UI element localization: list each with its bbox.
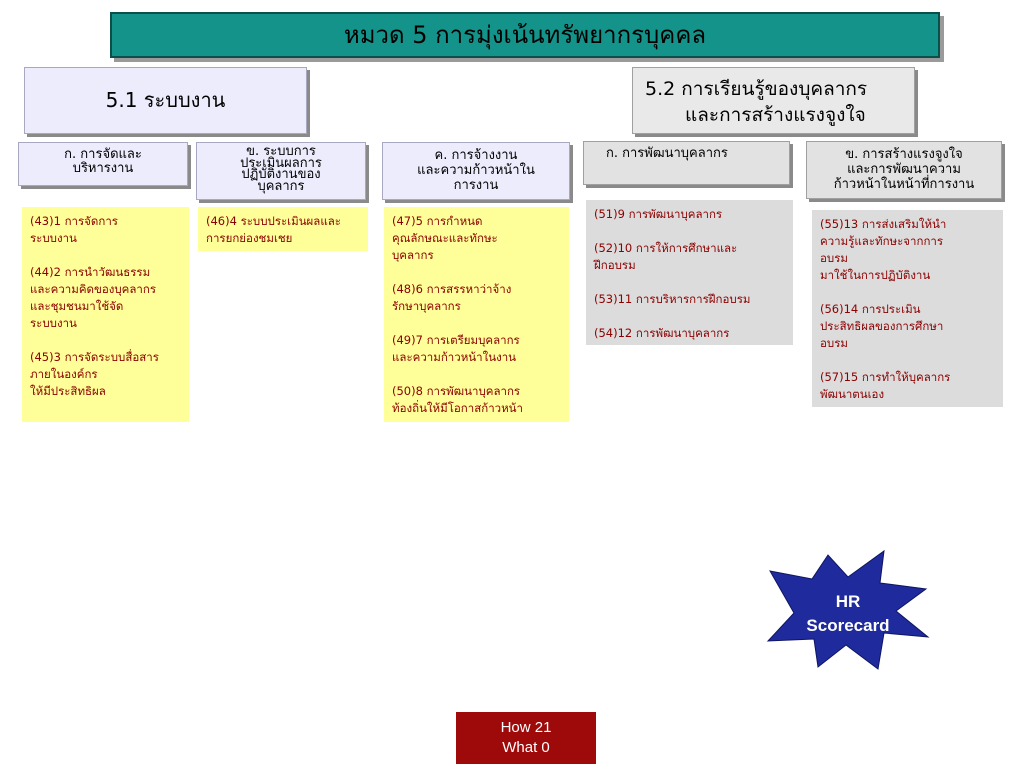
list-item-line: คุณลักษณะและทักษะ bbox=[392, 231, 498, 245]
list-item-line: (45)3 การจัดระบบสื่อสาร bbox=[30, 350, 159, 364]
list-item-line: ท้องถิ่นให้มีโอกาสก้าวหน้า bbox=[392, 401, 524, 415]
list-item-line: (46)4 ระบบประเมินผลและ bbox=[206, 214, 341, 228]
how-count: How 21 bbox=[500, 719, 552, 736]
list-item-line: (51)9 การพัฒนาบุคลากร bbox=[594, 207, 723, 221]
badge-line: HR bbox=[835, 592, 861, 611]
list-item-line: (53)11 การบริหารการฝึกอบรม bbox=[594, 292, 751, 306]
list-item-line: อบรม bbox=[820, 336, 848, 350]
list-item-line: มาใช้ในการปฏิบัติงาน bbox=[820, 268, 931, 282]
subcategory-line: การงาน bbox=[453, 178, 499, 193]
list-item-line: บุคลากร bbox=[392, 248, 434, 262]
list-item bbox=[820, 301, 995, 352]
list-item-line: ฝึกอบรม bbox=[594, 258, 636, 272]
subcategory-line: บริหารงาน bbox=[72, 161, 134, 176]
item-list bbox=[384, 207, 569, 422]
list-item-line: (54)12 การพัฒนาบุคลากร bbox=[594, 326, 730, 340]
subcategory-box bbox=[583, 141, 790, 185]
subcategory-line: ก. การพัฒนาบุคลากร bbox=[606, 146, 728, 161]
subcategory-line: และความก้าวหน้าใน bbox=[417, 163, 535, 178]
list-item bbox=[30, 213, 181, 247]
list-item-line: (52)10 การให้การศึกษาและ bbox=[594, 241, 738, 255]
list-item bbox=[594, 240, 785, 274]
list-item-line: พัฒนาตนเอง bbox=[820, 387, 885, 401]
section-5-1-header: 5.1 ระบบงาน bbox=[24, 67, 307, 134]
list-item-line: และความคิดของบุคลากร bbox=[30, 282, 157, 296]
list-item-line: รักษาบุคลากร bbox=[392, 299, 461, 313]
list-item-line: (57)15 การทำให้บุคลากร bbox=[820, 370, 951, 384]
subcategory-box bbox=[806, 141, 1002, 199]
list-item-line: (55)13 การส่งเสริมให้นำ bbox=[820, 217, 947, 231]
list-item bbox=[594, 206, 785, 223]
list-item bbox=[392, 281, 561, 315]
list-item-line: ภายในองค์กร bbox=[30, 367, 98, 381]
section-5-2-line2: และการสร้างแรงจูงใจ bbox=[685, 104, 866, 126]
list-item bbox=[392, 332, 561, 366]
subcategory-line: บุคลากร bbox=[257, 178, 305, 194]
list-item bbox=[30, 264, 181, 332]
list-item-line: อบรม bbox=[820, 251, 848, 265]
subcategory-box bbox=[382, 142, 570, 200]
page-title: หมวด 5 การมุ่งเน้นทรัพยากรบุคคล bbox=[110, 12, 940, 58]
hr-scorecard-badge bbox=[760, 590, 936, 638]
subcategory-line: ประเมินผลการ bbox=[240, 155, 322, 171]
list-item-line: และความก้าวหน้าในงาน bbox=[392, 350, 517, 364]
list-item bbox=[820, 216, 995, 284]
subcategory-line: ก้าวหน้าในหน้าที่การงาน bbox=[833, 177, 975, 192]
subcategory-line: ค. การจ้างงาน bbox=[434, 148, 518, 163]
badge-line: Scorecard bbox=[806, 616, 890, 635]
subcategory-box bbox=[196, 142, 366, 200]
how-what-counter bbox=[456, 712, 596, 764]
list-item-line: และชุมชนมาใช้จัด bbox=[30, 299, 124, 313]
subcategory-line: และการพัฒนาความ bbox=[847, 162, 961, 177]
list-item bbox=[392, 383, 561, 417]
subcategory-line: ข. ระบบการ bbox=[246, 144, 316, 159]
list-item-line: ระบบงาน bbox=[30, 316, 77, 330]
list-item-line: (47)5 การกำหนด bbox=[392, 214, 483, 228]
list-item-line: (43)1 การจัดการ bbox=[30, 214, 118, 228]
item-list bbox=[586, 200, 793, 345]
list-item-line: ระบบงาน bbox=[30, 231, 77, 245]
list-item-line: ให้มีประสิทธิผล bbox=[30, 384, 106, 398]
list-item-line: (56)14 การประเมิน bbox=[820, 302, 921, 316]
list-item bbox=[392, 213, 561, 264]
item-list bbox=[198, 207, 368, 251]
section-5-2-header bbox=[632, 67, 915, 134]
section-5-2-line1: 5.2 การเรียนรู้ของบุคลากร bbox=[645, 78, 868, 100]
what-count: What 0 bbox=[502, 739, 550, 756]
list-item bbox=[30, 349, 181, 400]
list-item-line: การยกย่องชมเชย bbox=[206, 231, 293, 245]
item-list bbox=[812, 210, 1003, 407]
subcategory-line: ก. การจัดและ bbox=[64, 147, 142, 162]
list-item-line: ประสิทธิผลของการศึกษา bbox=[820, 319, 944, 333]
list-item bbox=[820, 369, 995, 403]
list-item-line: (50)8 การพัฒนาบุคลากร bbox=[392, 384, 521, 398]
item-list bbox=[22, 207, 189, 422]
list-item bbox=[206, 213, 360, 247]
list-item-line: (48)6 การสรรหาว่าจ้าง bbox=[392, 282, 512, 296]
subcategory-line: ปฏิบัติงานของ bbox=[241, 167, 321, 182]
list-item bbox=[594, 291, 785, 308]
list-item-line: (44)2 การนำวัฒนธรรม bbox=[30, 265, 151, 279]
list-item-line: (49)7 การเตรียมบุคลากร bbox=[392, 333, 520, 347]
subcategory-box bbox=[18, 142, 188, 186]
subcategory-line: ข. การสร้างแรงจูงใจ bbox=[845, 147, 963, 162]
list-item bbox=[594, 325, 785, 342]
list-item-line: ความรู้และทักษะจากการ bbox=[820, 234, 944, 248]
